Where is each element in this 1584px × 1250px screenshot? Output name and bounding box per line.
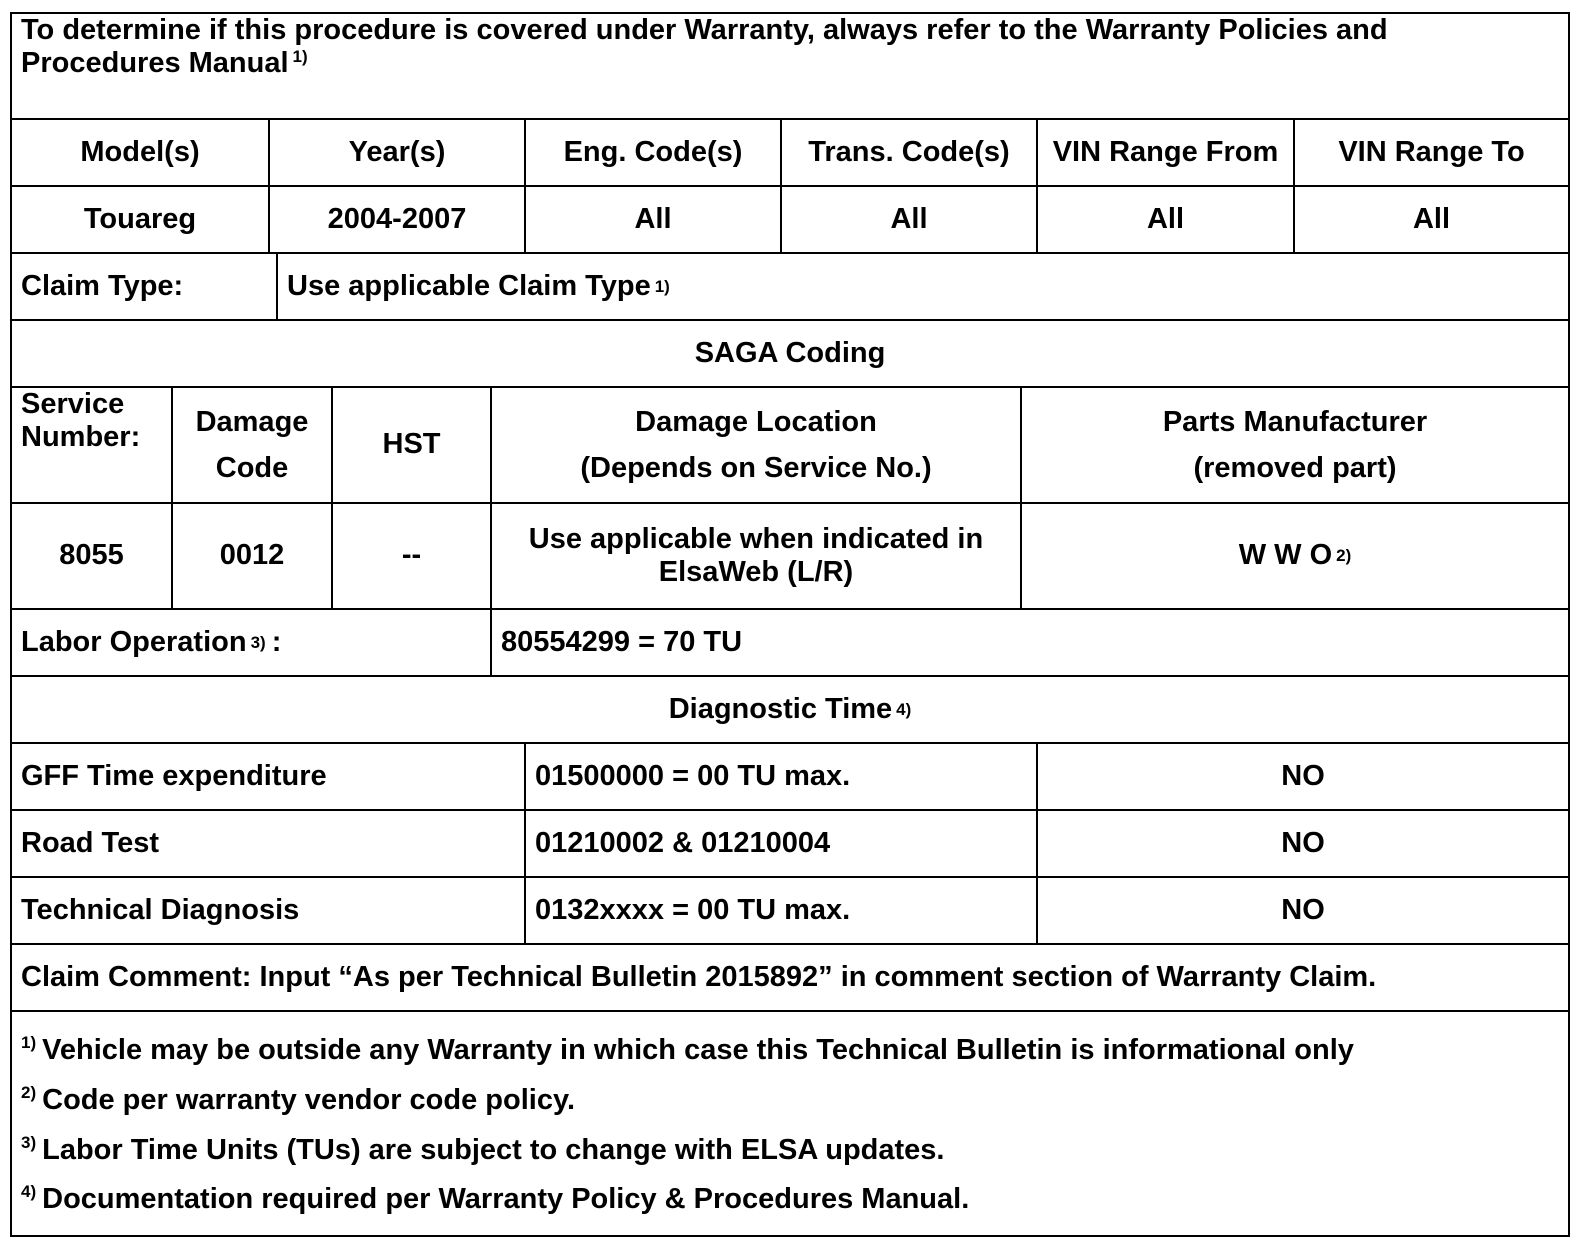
header-vin-to: VIN Range To [1293,120,1568,185]
header-models: Model(s) [80,135,200,168]
footnotes [12,1012,1568,1235]
footnote-3: $^{3)}$ Labor Time Units (TUs) are subject to change with ELSA updates. [21,1133,945,1166]
saga-title: SAGA Coding [694,336,886,369]
header-years: Year(s) [268,120,524,185]
claim-comment-row [12,945,1568,1012]
saga-value-row [12,504,1568,610]
value-vin-from: All [1036,187,1293,252]
diagnostic-value: NO [1036,878,1568,943]
header-vin-from: VIN Range From [1036,120,1293,185]
diagnostic-label: Technical Diagnosis [21,893,300,926]
value-damage-code: 0012 [171,504,331,608]
footnote-1: $^{1)}$ Vehicle may be outside any Warranty in which case this Technical Bulletin is informational only [21,1033,1354,1066]
diagnostic-label: Road Test [21,826,160,859]
value-eng-codes: All [524,187,780,252]
intro-row [12,14,1568,120]
diagnostic-value: NO [1036,744,1568,809]
header-service-number: Service Number: [21,388,141,454]
saga-title-row [12,321,1568,388]
header-eng-codes: Eng. Code(s) [524,120,780,185]
footnote-4: $^{4)}$ Documentation required per Warranty Policy & Procedures Manual. [21,1182,970,1215]
value-model: Touareg [83,202,197,235]
diagnostic-label: GFF Time expenditure [21,759,327,792]
warranty-table [10,12,1570,1237]
value-trans-codes: All [780,187,1036,252]
footnote-2: $^{2)}$ Code per warranty vendor code policy. [21,1083,575,1116]
labor-operation-value: 80554299 = 70 TU [490,610,1568,675]
applicability-value-row [12,187,1568,254]
claim-type-row [12,254,1568,321]
value-parts-manufacturer: W W O 2) [1020,504,1568,608]
value-damage-location: Use applicable when indicated in ElsaWeb (L/R) [490,504,1020,608]
intro-line-2: Procedures Manual $^{1)}$ [21,46,308,80]
header-damage-code: Damage Code [171,388,331,502]
value-service-number: 8055 [59,539,124,572]
value-hst: -- [331,504,490,608]
diagnostic-code: 01500000 = 00 TU max. [524,744,1036,809]
intro-line-1: To determine if this procedure is covered under Warranty, always refer to the Warranty Policies and [21,14,1388,46]
diagnostic-code: 0132xxxx = 00 TU max. [524,878,1036,943]
header-trans-codes: Trans. Code(s) [780,120,1036,185]
labor-operation-row [12,610,1568,677]
diagnostic-title: Diagnostic Time 4) [668,692,912,725]
intro-footnote-mark: 1) [292,46,308,66]
header-hst: HST [331,388,490,502]
value-years: 2004-2007 [268,187,524,252]
diagnostic-row [12,878,1568,945]
header-damage-location: Damage Location (Depends on Service No.) [490,388,1020,502]
claim-comment: Claim Comment: Input “As per Technical Bulletin 2015892” in comment section of Warranty Claim. [21,960,1377,993]
applicability-header-row [12,120,1568,187]
diagnostic-row [12,811,1568,878]
claim-type-value: Use applicable Claim Type 1) [276,254,1568,319]
diagnostic-value: NO [1036,811,1568,876]
intro-cell [12,14,1568,118]
value-vin-to: All [1293,187,1568,252]
claim-type-label: Claim Type: [21,269,184,302]
labor-operation-label: Labor Operation 3) : [21,625,282,658]
saga-header-row [12,388,1568,504]
diagnostic-code: 01210002 & 01210004 [524,811,1036,876]
diagnostic-title-row [12,677,1568,744]
header-parts-manufacturer: Parts Manufacturer (removed part) [1020,388,1568,502]
diagnostic-row [12,744,1568,811]
